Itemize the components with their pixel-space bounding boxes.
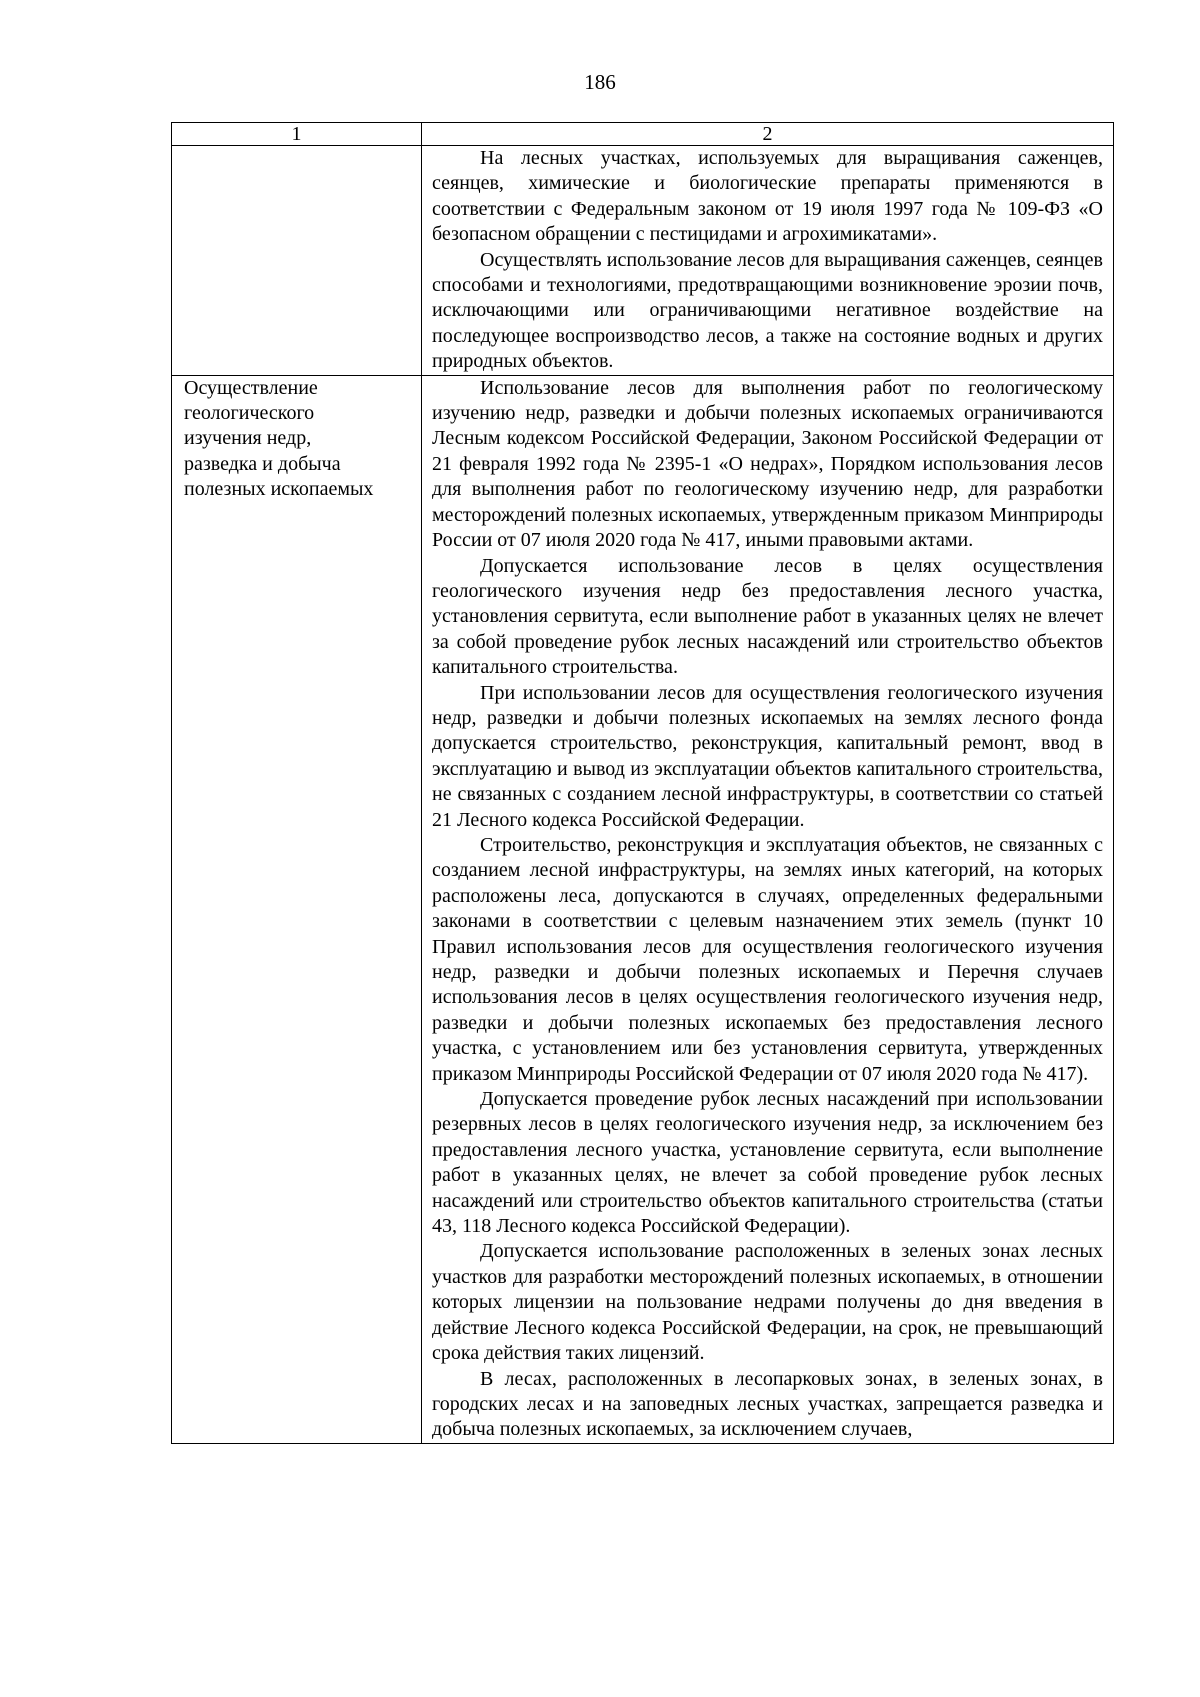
row-label-line: разведка и добыча <box>184 452 341 475</box>
paragraph: Осуществлять использование лесов для выращивания саженцев, сеянцев способами и технологиями, предотвращающими возникновение эрозии почв, исключающими или ограничивающими негативное воздействие на последующее воспроизводство лесов, а также на состояние водных и других природных объектов. <box>432 248 1103 373</box>
paragraph: Допускается использование лесов в целях осуществления геологического изучения недр без предоставления лесного участка, установления сервитута, если выполнение работ в указанных целях не влечет за собой проведение рубок лесных насаждений или строительство объектов капитального строительства. <box>432 554 1103 679</box>
paragraph: В лесах, расположенных в лесопарковых зонах, в зеленых зонах, в городских лесах и на заповедных лесных участках, запрещается разведка и добыча полезных ископаемых, за исключением случаев, <box>432 1367 1103 1441</box>
paragraph: На лесных участках, используемых для выращивания саженцев, сеянцев, химические и биологические препараты применяются в соответствии с Федеральным законом от 19 июля 1997 года № 109-ФЗ «О безопасном обращении с пестицидами и агрохимикатами». <box>432 147 1103 246</box>
row-text-cell <box>422 375 1114 1443</box>
table-header-row <box>172 123 1114 146</box>
column-header-2: 2 <box>422 123 1114 146</box>
row-label-cell <box>172 375 422 1443</box>
row-text-cell <box>422 146 1114 376</box>
row-label-line: геологического <box>184 402 315 425</box>
row-label-line: полезных ископаемых <box>184 478 374 501</box>
paragraph: Допускается проведение рубок лесных насаждений при использовании резервных лесов в целях геологического изучения недр, за исключением без предоставления лесного участка, установление сервитута, если выполнение работ в указанных целях, не влечет за собой проведение рубок лесных насаждений или строительство объектов капитального строительства (статьи 43, 118 Лесного кодекса Российской Федерации). <box>432 1088 1103 1238</box>
paragraph: Использование лесов для выполнения работ по геологическому изучению недр, разведки и добычи полезных ископаемых ограничиваются Лесным кодексом Российской Федерации, Законом Российской Федерации от 21 февраля 1992 года № 2395-1 «О недрах», Порядком использования лесов для выполнения работ по геологическому изучению недр, для разработки месторождений полезных ископаемых, утвержденным приказом Минприроды России от 07 июля 2020 года № 417, иными правовыми актами. <box>432 376 1103 552</box>
document-table <box>171 122 1114 1444</box>
row-label-line: Осуществление <box>184 376 318 399</box>
row-label-cell <box>172 146 422 376</box>
table-row <box>172 146 1114 376</box>
column-header-1: 1 <box>172 123 422 146</box>
table-row <box>172 375 1114 1443</box>
paragraph: Строительство, реконструкция и эксплуатация объектов, не связанных с созданием лесной инфраструктуры, на землях иных категорий, на которых расположены леса, допускаются в случаях, определенных федеральными законами в соответствии с целевым назначением этих земель (пункт 10 Правил использования лесов для осуществления геологического изучения недр, разведки и добычи полезных ископаемых и Перечня случаев использования лесов в целях осуществления геологического изучения недр, разведки и добычи полезных ископаемых без предоставления лесного участка, с установлением или без установления сервитута, утвержденных приказом Минприроды Российской Федерации от 07 июля 2020 года № 417). <box>432 833 1103 1085</box>
row-label-line: изучения недр, <box>184 427 312 450</box>
page-number: 186 <box>584 70 616 94</box>
paragraph: Допускается использование расположенных в зеленых зонах лесных участков для разработки месторождений полезных ископаемых, в отношении которых лицензии на пользование недрами получены до дня введения в действие Лесного кодекса Российской Федерации, на срок, не превышающий срока действия таких лицензий. <box>432 1240 1103 1365</box>
paragraph: При использовании лесов для осуществления геологического изучения недр, разведки и добычи полезных ископаемых на землях лесного фонда допускается строительство, реконструкция, капитальный ремонт, ввод в эксплуатацию и вывод из эксплуатации объектов капитального строительства, не связанных с созданием лесной инфраструктуры, в соответствии со статьей 21 Лесного кодекса Российской Федерации. <box>432 681 1103 831</box>
